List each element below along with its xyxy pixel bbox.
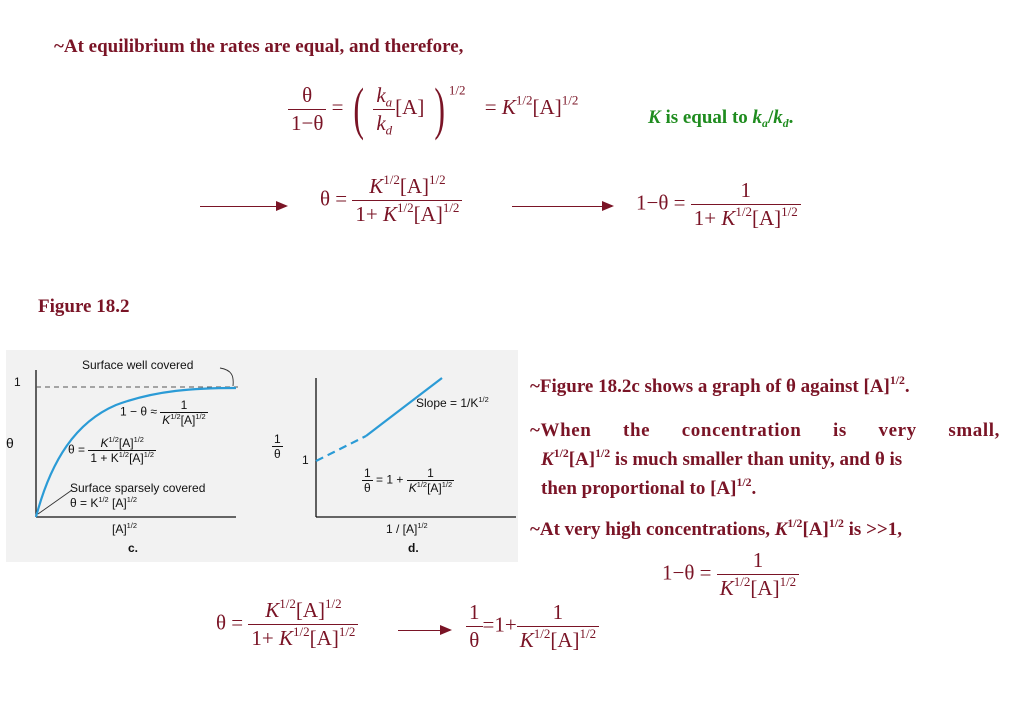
figure-label: Figure 18.2 [38, 296, 130, 317]
fig-d-x-axis-label: $1 / [A]^{1/2}$ [386, 520, 428, 536]
fig-c-low-label: Surface sparsely covered [70, 481, 206, 495]
equation-theta-bottom: θ = $\frac{K^{1/2}[A]^{1/2}}{1+ K^{1/2}[A]^{1/2}}$ [216, 598, 358, 651]
equation-one-minus-theta: 1−θ = $\frac{1}{1+ K^{1/2}[A]^{1/2}}$ [636, 178, 801, 231]
arrow-right-3 [398, 630, 450, 631]
theta-expression-fraction: $\frac{K^{1/2}[A]^{1/2}}{1+ K^{1/2}[A]^{1/2}}$ [352, 174, 462, 227]
fig-c-low-eq: $\theta = K^{1/2}$ $[A]^{1/2}$ [70, 494, 138, 510]
fig-c-leader-top [220, 368, 233, 386]
k-equality-note: K is equal to $k_a/k_d$. [648, 107, 794, 131]
heading: ~At equilibrium the rates are equal, and therefore, [54, 36, 464, 57]
arrow-right-2 [512, 206, 612, 207]
bullet-high-concentration: ~At very high concentrations, $K^{1/2}[A]^{1/2}$ is >>1, [530, 516, 902, 540]
one-minus-theta-fraction: $\frac{1}{1+ K^{1/2}[A]^{1/2}}$ [691, 178, 801, 231]
equation-equilibrium: $\frac{\theta}{1-\theta}$ = ( $\frac{k_a}{k_d}$ [A] ) $^{1/2} = K^{1/2}[A]^{1/2}$ [288, 80, 578, 138]
fig-d-line-extrapolated [316, 436, 366, 461]
bullet-figure-description: ~Figure 18.2c shows a graph of θ against $[A]^{1/2}$. [530, 373, 910, 397]
fig-c-panel-label: c. [128, 541, 139, 555]
equation-high-conc: 1−θ = $\frac{1}{K^{1/2}[A]^{1/2}}$ [662, 548, 799, 601]
equation-theta: θ = $\frac{K^{1/2}[A]^{1/2}}{1+ K^{1/2}[A]^{1/2}}$ [320, 174, 462, 227]
ka-kd-fraction: $\frac{k_a}{k_d}$ [373, 83, 395, 136]
fig-d-eq: $\frac{1}{\theta}$ = 1 + $\frac{1}{K^{1/2}[A]^{1/2}}$ [364, 466, 453, 495]
fig-c-x-axis-label: $[A]^{1/2}$ [112, 520, 138, 536]
bullet-low-concentration: ~When the concentration is very small, $K^{1/2}[A]^{1/2}$ is much smaller than unity, and θ is then proportional to $[A]^{1/2}$. [530, 420, 1000, 499]
fig-c-y-axis-label: θ [6, 435, 14, 451]
theta-fraction: $\frac{\theta}{1-\theta}$ [288, 83, 326, 136]
left-paren: ( [353, 76, 364, 141]
equation-reciprocal: $\frac{1}{\theta}$ =1+ $\frac{1}{K^{1/2}[A]^{1/2}}$ [466, 600, 599, 653]
fig-d-slope-label: Slope = $1/K^{1/2}$ [416, 394, 489, 410]
fig-c-approx-eq: 1 − θ ≈ $\frac{1}{K^{1/2}[A]^{1/2}}$ [120, 398, 206, 427]
fig-c-mid-eq: θ = $\frac{K^{1/2}[A]^{1/2}}{1 + K^{1/2}[A]^{1/2}}$ [68, 434, 155, 465]
fig-c-top-label: Surface well covered [82, 358, 194, 372]
arrow-right-1 [200, 206, 286, 207]
fig-d-y-tick-1: 1 [302, 453, 309, 467]
reciprocal-theta-fraction: $\frac{1}{\theta}$ [466, 600, 483, 653]
fig-c-y-tick-1: 1 [14, 375, 21, 389]
high-conc-fraction: $\frac{1}{K^{1/2}[A]^{1/2}}$ [717, 548, 799, 601]
fig-d-panel-label: d. [408, 541, 419, 555]
fig-d-y-axis-label: $\frac{1}{\theta}$ [274, 432, 281, 461]
right-paren: ) [433, 76, 445, 141]
reciprocal-rhs-fraction: $\frac{1}{K^{1/2}[A]^{1/2}}$ [517, 600, 599, 653]
theta-bottom-fraction: $\frac{K^{1/2}[A]^{1/2}}{1+ K^{1/2}[A]^{1/2}}$ [248, 598, 358, 651]
